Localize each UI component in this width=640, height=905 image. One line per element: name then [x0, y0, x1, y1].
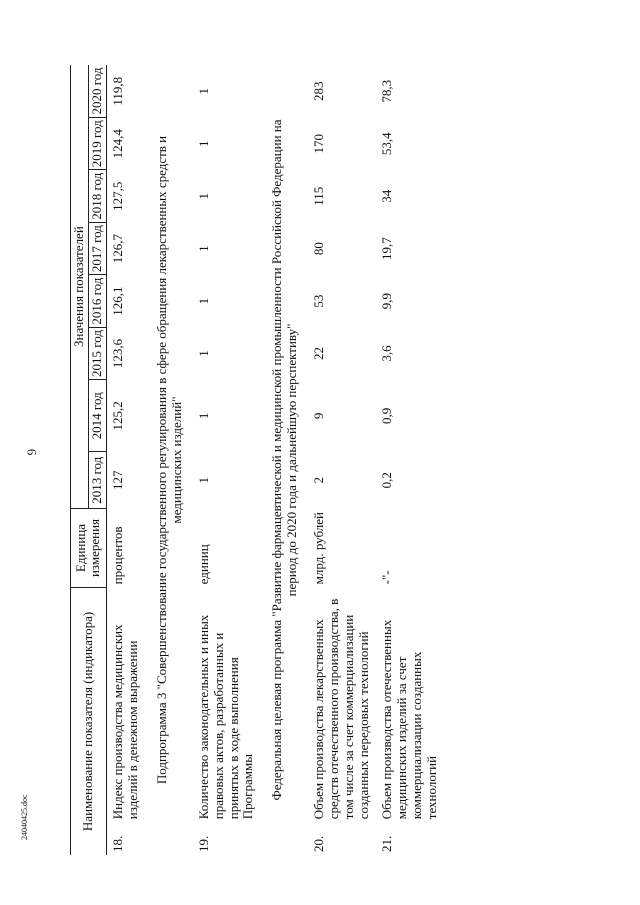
document-code: 24040425.doc — [20, 794, 29, 840]
section-federal-program: Федеральная целевая программа "Развитие фармацевтической и медицинской промышленности Российской Федерации на период до 2020 года и дальнейшую перспективу" — [269, 119, 300, 801]
row-value: 126,1 — [109, 286, 125, 316]
row-value: 78,3 — [379, 79, 394, 103]
header-name: Наименование показателя (индикатора) — [71, 587, 107, 855]
row-name: Количество законодательных и иных правовых актов, разработанных и принятых в ходе выполнения Программы — [195, 614, 256, 820]
row-value: 1 — [195, 140, 211, 148]
row-number: 20. — [311, 835, 327, 852]
indicators-table — [70, 65, 444, 855]
row-value: 124,4 — [109, 129, 125, 159]
row-value: 1 — [195, 477, 211, 484]
row-value: 22 — [311, 347, 327, 361]
table-row — [193, 65, 261, 855]
header-year: 2020 год — [88, 65, 106, 118]
row-name: Индекс производства медицинских изделий в денежном выражении — [109, 624, 140, 820]
row-value: 127,5 — [109, 181, 125, 211]
row-value: 19,7 — [379, 237, 394, 261]
row-value: 9,9 — [379, 292, 394, 310]
header-year: 2017 год — [88, 222, 106, 274]
row-number: 19. — [195, 835, 211, 852]
row-value: 53,4 — [379, 132, 394, 156]
row-value: 34 — [379, 189, 394, 203]
row-value: 1 — [195, 412, 211, 420]
row-value: 170 — [311, 134, 327, 154]
row-value: 80 — [311, 242, 327, 256]
row-value: 1 — [195, 245, 211, 252]
row-number: 18. — [109, 835, 125, 852]
row-unit: млрд. рублей — [311, 512, 327, 585]
row-value: 3,6 — [379, 345, 394, 362]
row-value: 283 — [311, 81, 327, 102]
row-number: 21. — [379, 835, 394, 852]
row-value: 115 — [311, 186, 327, 206]
section-subprogram-3: Подпрограмма 3 "Совершенствование государственного регулирования в сфере обращения лекарственных средств и медицинских изделий" — [153, 135, 184, 785]
row-value: 126,7 — [109, 234, 125, 264]
row-value: 125,2 — [109, 401, 125, 431]
header-year: 2015 год — [88, 327, 106, 379]
row-unit: единиц — [195, 544, 211, 585]
row-value: 1 — [195, 350, 211, 357]
row-value: 1 — [195, 297, 211, 305]
header-unit: Единица измерения — [71, 509, 107, 588]
header-year: 2014 год — [88, 380, 106, 452]
row-value: 53 — [311, 294, 327, 308]
row-value: 1 — [195, 192, 211, 200]
row-name: Объем производства лекарственных средств отечественного производства, в том числе за счет коммерциализации созданных передовых технологий — [311, 598, 372, 820]
section-heading-row — [260, 65, 308, 855]
table-row — [376, 65, 444, 855]
row-value: 1 — [195, 88, 211, 95]
row-value: 0,2 — [379, 472, 394, 489]
table-row — [106, 65, 144, 855]
row-name: Объем производства отечественных медицинских изделий за счет коммерциализации созданных технологий — [379, 619, 439, 820]
rotated-table-sheet — [70, 65, 540, 855]
table-row — [308, 65, 376, 855]
row-unit: -"- — [379, 570, 394, 585]
header-values-group: Значения показателей — [71, 65, 89, 509]
row-value: 123,6 — [109, 338, 125, 369]
header-year: 2019 год — [88, 118, 106, 170]
row-value: 0,9 — [379, 407, 394, 424]
row-value: 127 — [109, 470, 125, 491]
header-year: 2013 год — [88, 452, 106, 509]
header-year: 2016 год — [88, 275, 106, 327]
section-heading-row — [145, 65, 193, 855]
page-number: 6 — [24, 448, 40, 456]
row-value: 2 — [311, 477, 327, 484]
row-value: 9 — [311, 412, 327, 420]
row-unit: процентов — [109, 526, 125, 585]
row-value: 119,8 — [109, 76, 125, 106]
header-year: 2018 год — [88, 170, 106, 222]
